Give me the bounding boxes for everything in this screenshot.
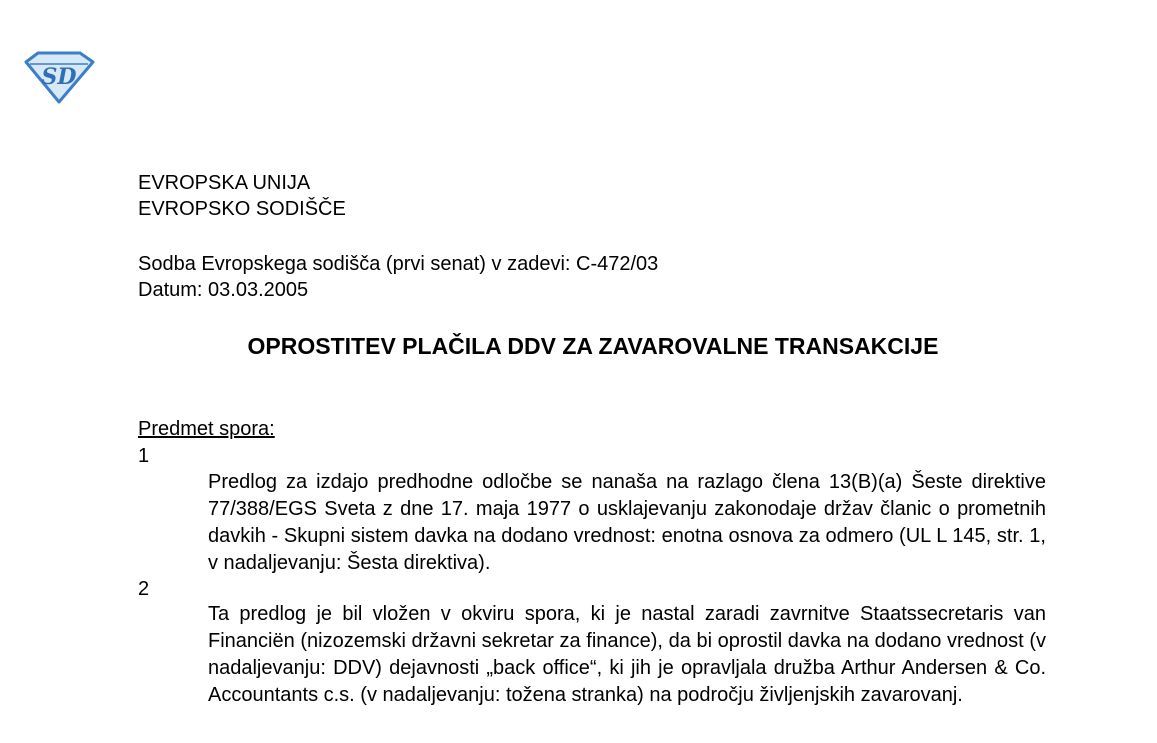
logo-text: SD [41,64,77,90]
section-heading: Predmet spora: [138,418,275,440]
document-title: OPROSTITEV PLAČILA DDV ZA ZAVAROVALNE TRANSAKCIJE [247,333,939,359]
paragraph-number-1: 1 [138,445,150,467]
paragraph-text-2: Ta predlog je bil vložen v okviru spora, ki je nastal zaradi zavrnitve Staatssecretaris van Financiën (nizozemski državni sekretar za finance), da bi oprostil davka na dodano vrednost (v nadaljevanju: DDV) dejavnosti „back office“, ki jih je opravljala družba Arthur Andersen & Co. Accountants c.s. (v nadaljevanju: tožena stranka) na področju življenjskih zavarovanj. [208,603,1046,706]
header-line-union: EVROPSKA UNIJA [138,172,311,194]
header-line-court: EVROPSKO SODIŠČE [138,198,346,220]
header-line-date: Datum: 03.03.2005 [138,279,309,301]
header-line-case: Sodba Evropskega sodišča (prvi senat) v zadevi: C-472/03 [138,253,659,275]
paragraph-number-2: 2 [138,578,150,600]
court-logo-icon [22,50,96,104]
paragraph-text-1: Predlog za izdajo predhodne odločbe se nanaša na razlago člena 13(B)(a) Šeste direktive 77/388/EGS Sveta z dne 17. maja 1977 o usklajevanju zakonodaje držav članic o prometnih davkih - Skupni sistem davka na dodano vrednost: enotna osnova za odmero (UL L 145, str. 1, v nadaljevanju: Šesta direktiva). [208,471,1046,574]
